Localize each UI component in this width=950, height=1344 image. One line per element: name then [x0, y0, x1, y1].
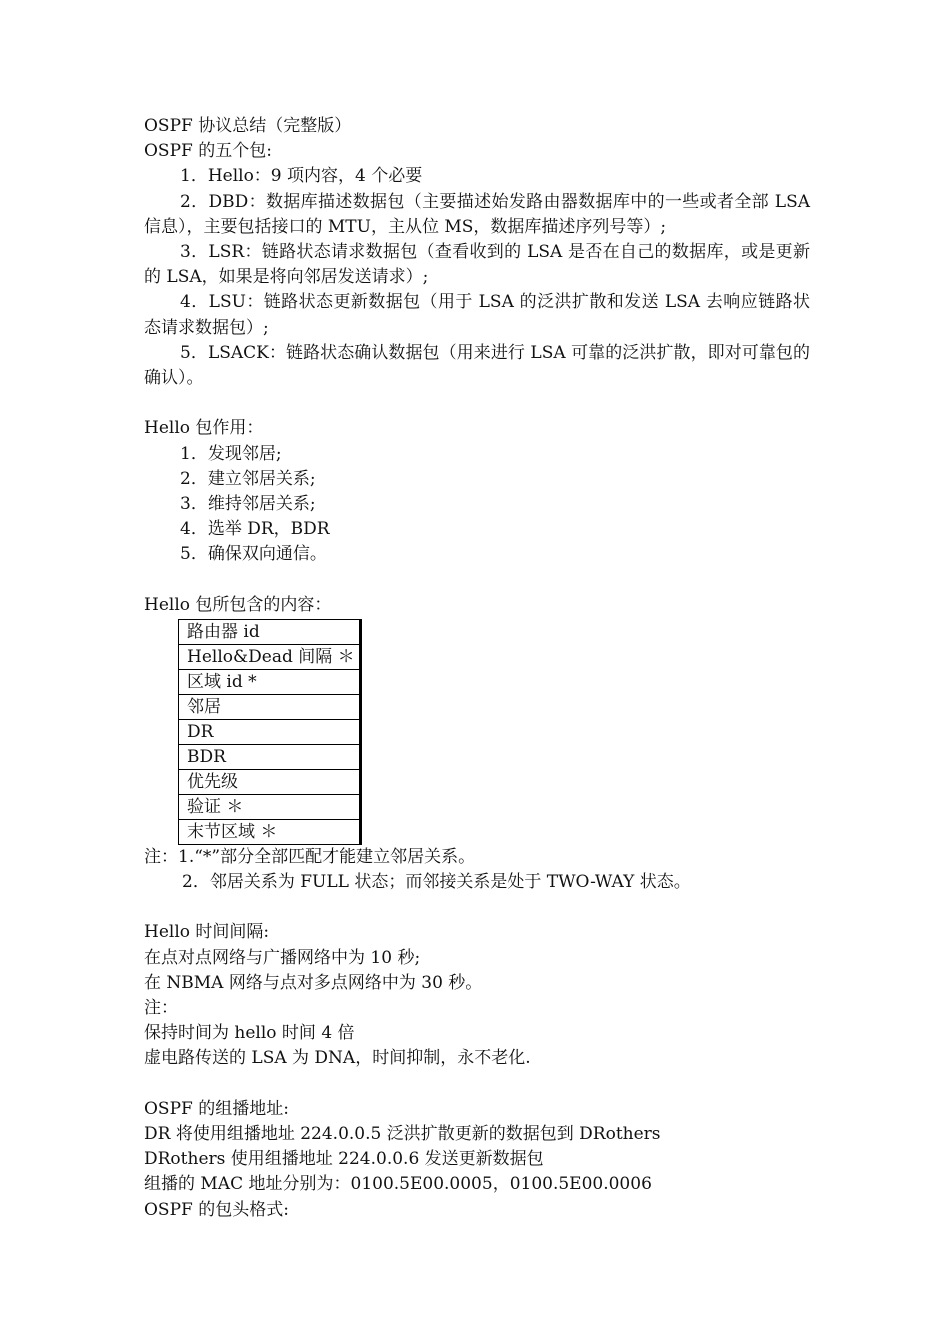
- spacer: [144, 568, 810, 593]
- interval-line: 保持时间为 hello 时间 4 倍: [144, 1023, 355, 1044]
- header-format-heading: OSPF 的包头格式:: [144, 1199, 289, 1220]
- hello-role-item: 4．选举 DR，BDR: [180, 519, 330, 540]
- multicast-heading: OSPF 的组播地址:: [144, 1098, 289, 1119]
- multicast-line: 组播的 MAC 地址分别为：0100.5E00.0005，0100.5E00.0006: [144, 1174, 652, 1195]
- table-cell: 验证 ＊: [179, 794, 360, 819]
- hello-role-item: 2．建立邻居关系;: [180, 468, 316, 489]
- table-cell: 末节区域 ＊: [179, 819, 360, 844]
- packet-item-lsr: 3．LSR：链路状态请求数据包（查看收到的 LSA 是否在自己的数据库，或是更新的 LSA，如果是将向邻居发送请求）;: [144, 241, 810, 288]
- spacer: [144, 1072, 810, 1097]
- multicast-line: DR 将使用组播地址 224.0.0.5 泛洪扩散更新的数据包到 DRothers: [144, 1123, 661, 1144]
- hello-role-item: 1．发现邻居;: [180, 443, 282, 464]
- table-cell: 路由器 id: [179, 619, 360, 644]
- table-cell: DR: [179, 719, 360, 744]
- interval-line: 注：: [144, 998, 178, 1018]
- hello-role-item: 3．维持邻居关系;: [180, 493, 316, 514]
- table-cell: 邻居: [179, 694, 360, 719]
- spacer: [144, 391, 810, 416]
- table-cell: BDR: [179, 744, 360, 769]
- interval-line: 虚电路传送的 LSA 为 DNA，时间抑制，永不老化.: [144, 1048, 531, 1069]
- multicast-line: DRothers 使用组播地址 224.0.0.6 发送更新数据包: [144, 1149, 544, 1170]
- packet-item-lsack: 5．LSACK：链路状态确认数据包（用来进行 LSA 可靠的泛洪扩散，即对可靠包的确认）。: [144, 342, 810, 388]
- table-cell: Hello&Dead 间隔 ＊: [179, 644, 360, 669]
- note-1: 注：1.“*”部分全部匹配才能建立邻居关系。: [144, 846, 476, 867]
- hello-content-table: [178, 619, 360, 845]
- packets-heading: OSPF 的五个包:: [144, 141, 272, 162]
- interval-heading: Hello 时间间隔:: [144, 922, 270, 943]
- doc-title: OSPF 协议总结（完整版）: [144, 116, 352, 136]
- document-page: [144, 114, 810, 1223]
- hello-content-heading: Hello 包所包含的内容：: [144, 594, 332, 615]
- interval-line: 在点对点网络与广播网络中为 10 秒;: [144, 947, 421, 968]
- note-2: 2．邻居关系为 FULL 状态；而邻接关系是处于 TWO-WAY 状态。: [182, 872, 691, 893]
- hello-role-heading: Hello 包作用：: [144, 418, 264, 439]
- hello-role-item: 5．确保双向通信。: [180, 544, 327, 565]
- table-cell: 优先级: [179, 769, 360, 794]
- packet-item-hello: 1．Hello：9 项内容，4 个必要: [180, 166, 423, 187]
- table-cell: 区域 id *: [179, 669, 360, 694]
- packet-item-lsu: 4．LSU：链路状态更新数据包（用于 LSA 的泛洪扩散和发送 LSA 去响应链路状态请求数据包）;: [144, 292, 810, 338]
- packet-item-dbd: 2．DBD：数据库描述数据包（主要描述始发路由器数据库中的一些或者全部 LSA 信息），主要包括接口的 MTU，主从位 MS，数据库描述序列号等）;: [144, 191, 810, 237]
- spacer: [144, 895, 810, 920]
- interval-line: 在 NBMA 网络与点对多点网络中为 30 秒。: [144, 972, 483, 993]
